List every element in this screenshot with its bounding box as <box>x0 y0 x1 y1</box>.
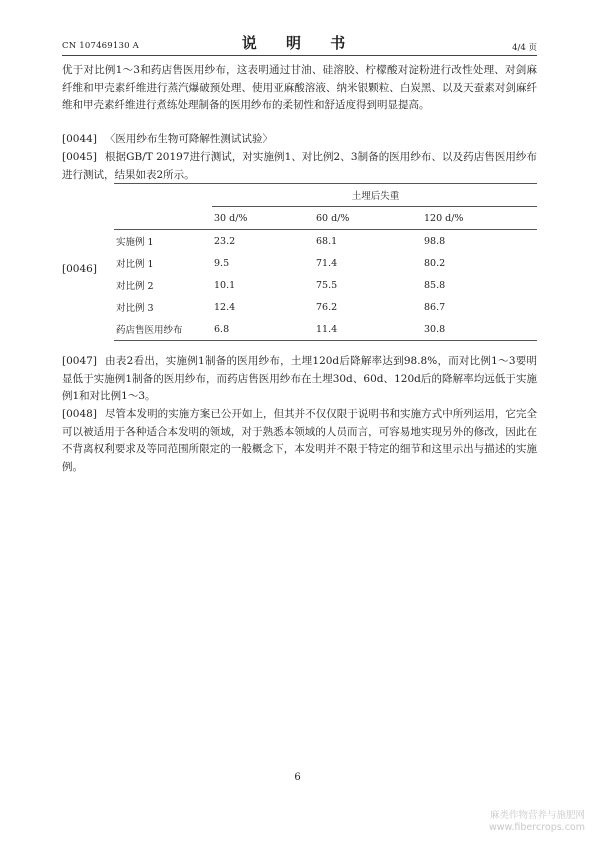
paragraph-0047 <box>62 353 537 406</box>
paragraph-text: 〈医用纱布生物可降解性测试试验〉 <box>104 133 273 145</box>
paragraph-0045 <box>62 149 537 184</box>
table-2-block <box>62 183 537 348</box>
row-label: 实施例 1 <box>116 237 154 248</box>
table-cell: 86.7 <box>424 301 446 313</box>
table-cell: 85.8 <box>424 279 446 291</box>
table-row <box>114 230 537 253</box>
table-row <box>114 274 537 296</box>
group-header: 土埋后失重 <box>212 184 537 207</box>
table-cell: 68.1 <box>316 235 338 247</box>
table-row <box>114 252 537 274</box>
watermark-url: www.fibercrops.com <box>488 822 585 833</box>
table-cell: 9.5 <box>214 257 230 269</box>
paragraph-0044 <box>62 131 537 149</box>
paragraph-text: 根据GB/T 20197进行测试，对实施例1、对比例2、3制备的医用纱布、以及药店售医用纱布进行测试，结果如表2所示。 <box>62 151 537 181</box>
table-cell: 10.1 <box>214 279 236 291</box>
degradation-table <box>114 183 537 341</box>
table-cell: 75.5 <box>316 279 338 291</box>
page-number: 6 <box>294 772 301 783</box>
paragraph-text: 尽管本发明的实施方案已公开如上，但其并不仅仅限于说明书和实施方式中所列运用，它完全可以被适用于各种适合本发明的领域，对于熟悉本领域的人员而言，可容易地实现另外的修改，因此在不背离权利要求及等同范围所限定的一般概念下，本发明并不限于特定的细节和这里示出与描述的实施例。 <box>62 408 537 473</box>
header-divider <box>62 55 537 56</box>
paragraph-number: [0047] <box>62 355 97 367</box>
watermark-title: 麻类作物营养与施肥网 <box>489 810 585 821</box>
intro-paragraph: 优于对比例1～3和药店售医用纱布，这表明通过甘油、硅溶胶、柠檬酸对淀粉进行改性处理、对剑麻纤维和甲壳素纤维进行蒸汽爆破预处理、使用亚麻酸溶液、纳米银颗粒、白炭黑、以及天蚕素对剑麻纤维和甲壳素纤维进行煮练处理制备的医用纱布的柔韧性和舒适度得到明显提高。 <box>62 64 537 111</box>
table-corner-cell <box>114 184 212 207</box>
document-title: 说 明 书 <box>241 34 358 52</box>
paragraph-number: [0048] <box>62 408 97 420</box>
row-label: 药店售医用纱布 <box>114 318 212 341</box>
paragraph-number: [0044] <box>62 133 97 145</box>
table-row <box>114 296 537 318</box>
paragraph-number: [0045] <box>62 151 97 163</box>
page-indicator: 4/4 页 <box>512 43 537 53</box>
row-label: 对比例 3 <box>116 303 154 314</box>
table-cell: 12.4 <box>214 301 236 313</box>
table-cell: 76.2 <box>316 301 338 313</box>
column-header: 60 d/% <box>314 207 422 230</box>
table-cell: 80.2 <box>424 257 446 269</box>
column-header: 30 d/% <box>212 207 314 230</box>
watermark <box>489 810 585 834</box>
table-cell: 23.2 <box>214 235 236 247</box>
paragraph-number: [0046] <box>62 263 97 275</box>
table-cell: 98.8 <box>424 235 446 247</box>
column-header: 120 d/% <box>422 207 537 230</box>
row-label: 对比例 2 <box>116 281 154 292</box>
table-cell: 11.4 <box>314 318 422 341</box>
page-header <box>62 30 537 54</box>
patent-number: CN 107469130 A <box>62 41 139 51</box>
row-label: 对比例 1 <box>116 259 154 270</box>
table-cell: 71.4 <box>316 257 338 269</box>
paragraph-text: 由表2看出，实施例1制备的医用纱布，土埋120d后降解率达到98.8%，而对比例1～3要明显低于实施例1制备的医用纱布，而药店售医用纱布在土埋30d、60d、120d后的降解率均远低于实施例1和对比例1～3。 <box>62 355 537 402</box>
table-cell: 30.8 <box>422 318 537 341</box>
table-blank-cell <box>114 207 212 230</box>
paragraph-0048 <box>62 406 537 476</box>
table-row <box>114 318 537 341</box>
table-cell: 6.8 <box>212 318 314 341</box>
